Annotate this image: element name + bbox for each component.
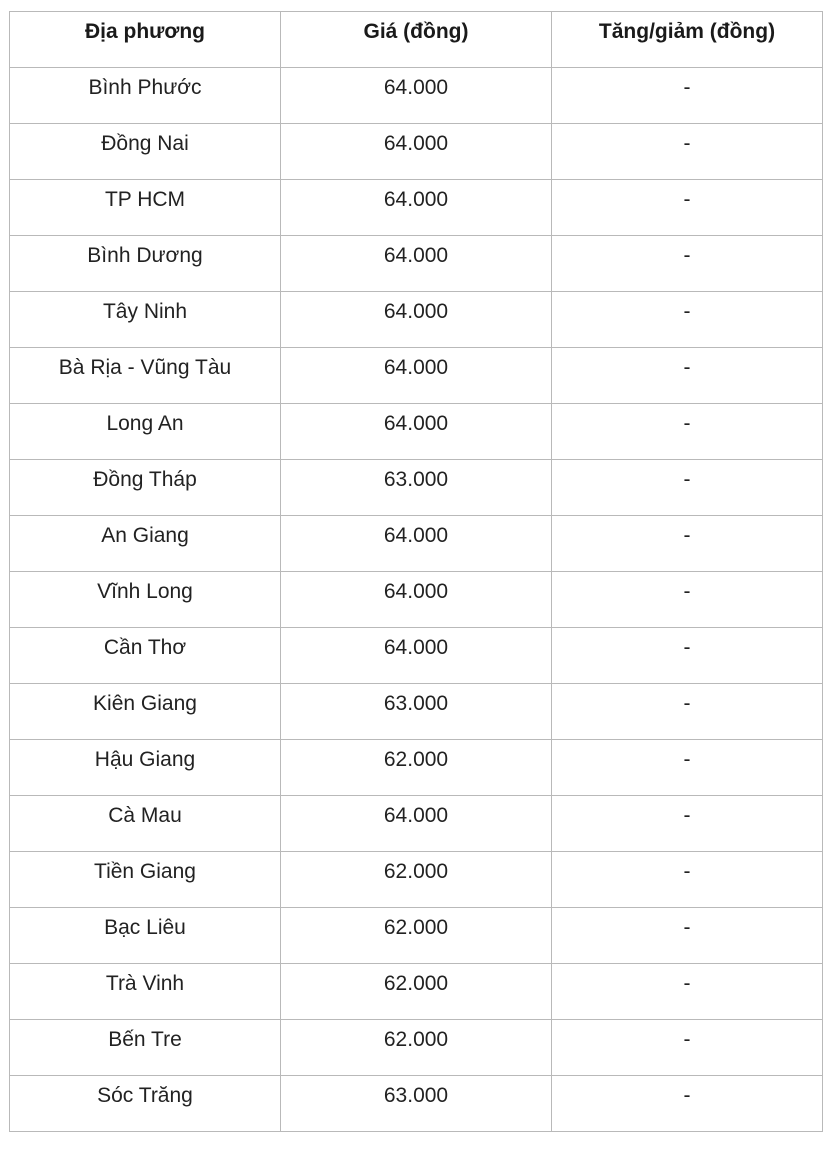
cell-change: - [552, 348, 823, 404]
price-table-container [9, 11, 823, 1132]
cell-price: 64.000 [281, 180, 552, 236]
cell-price: 64.000 [281, 572, 552, 628]
cell-region: Kiên Giang [10, 684, 281, 740]
cell-price: 63.000 [281, 1076, 552, 1132]
cell-region: Vĩnh Long [10, 572, 281, 628]
cell-price: 64.000 [281, 796, 552, 852]
cell-change: - [552, 516, 823, 572]
cell-change: - [552, 68, 823, 124]
cell-change: - [552, 964, 823, 1020]
cell-region: Đồng Tháp [10, 460, 281, 516]
cell-price: 64.000 [281, 236, 552, 292]
cell-change: - [552, 796, 823, 852]
table-row [10, 628, 823, 684]
cell-region: Tiền Giang [10, 852, 281, 908]
cell-price: 62.000 [281, 852, 552, 908]
table-row [10, 684, 823, 740]
cell-region: Cà Mau [10, 796, 281, 852]
table-row [10, 516, 823, 572]
cell-change: - [552, 180, 823, 236]
table-row [10, 796, 823, 852]
cell-change: - [552, 404, 823, 460]
cell-change: - [552, 460, 823, 516]
cell-region: Cần Thơ [10, 628, 281, 684]
cell-region: Bình Phước [10, 68, 281, 124]
table-row [10, 292, 823, 348]
cell-price: 64.000 [281, 628, 552, 684]
cell-price: 62.000 [281, 1020, 552, 1076]
cell-region: Bà Rịa - Vũng Tàu [10, 348, 281, 404]
cell-region: Tây Ninh [10, 292, 281, 348]
cell-price: 64.000 [281, 404, 552, 460]
cell-change: - [552, 852, 823, 908]
cell-change: - [552, 908, 823, 964]
cell-change: - [552, 1076, 823, 1132]
cell-change: - [552, 572, 823, 628]
cell-price: 62.000 [281, 740, 552, 796]
table-row [10, 1020, 823, 1076]
cell-price: 64.000 [281, 348, 552, 404]
cell-price: 64.000 [281, 124, 552, 180]
cell-change: - [552, 124, 823, 180]
cell-change: - [552, 740, 823, 796]
cell-change: - [552, 628, 823, 684]
cell-change: - [552, 684, 823, 740]
header-region: Địa phương [10, 12, 281, 68]
table-row [10, 348, 823, 404]
cell-price: 63.000 [281, 684, 552, 740]
cell-region: Long An [10, 404, 281, 460]
table-row [10, 124, 823, 180]
cell-change: - [552, 292, 823, 348]
cell-region: An Giang [10, 516, 281, 572]
cell-region: Đồng Nai [10, 124, 281, 180]
table-row [10, 236, 823, 292]
table-row [10, 852, 823, 908]
cell-price: 62.000 [281, 964, 552, 1020]
table-row [10, 180, 823, 236]
table-row [10, 908, 823, 964]
cell-price: 64.000 [281, 516, 552, 572]
cell-price: 64.000 [281, 292, 552, 348]
cell-price: 64.000 [281, 68, 552, 124]
table-header-row [10, 12, 823, 68]
table-row [10, 404, 823, 460]
cell-change: - [552, 236, 823, 292]
cell-region: Sóc Trăng [10, 1076, 281, 1132]
cell-region: Hậu Giang [10, 740, 281, 796]
table-row [10, 572, 823, 628]
cell-change: - [552, 1020, 823, 1076]
table-row [10, 460, 823, 516]
table-row [10, 964, 823, 1020]
header-change: Tăng/giảm (đồng) [552, 12, 823, 68]
header-price: Giá (đồng) [281, 12, 552, 68]
table-row [10, 68, 823, 124]
price-table [9, 11, 823, 1132]
cell-region: Bạc Liêu [10, 908, 281, 964]
table-body [10, 68, 823, 1132]
cell-region: Bến Tre [10, 1020, 281, 1076]
cell-region: Bình Dương [10, 236, 281, 292]
table-row [10, 740, 823, 796]
cell-price: 62.000 [281, 908, 552, 964]
cell-region: TP HCM [10, 180, 281, 236]
cell-price: 63.000 [281, 460, 552, 516]
cell-region: Trà Vinh [10, 964, 281, 1020]
table-row [10, 1076, 823, 1132]
